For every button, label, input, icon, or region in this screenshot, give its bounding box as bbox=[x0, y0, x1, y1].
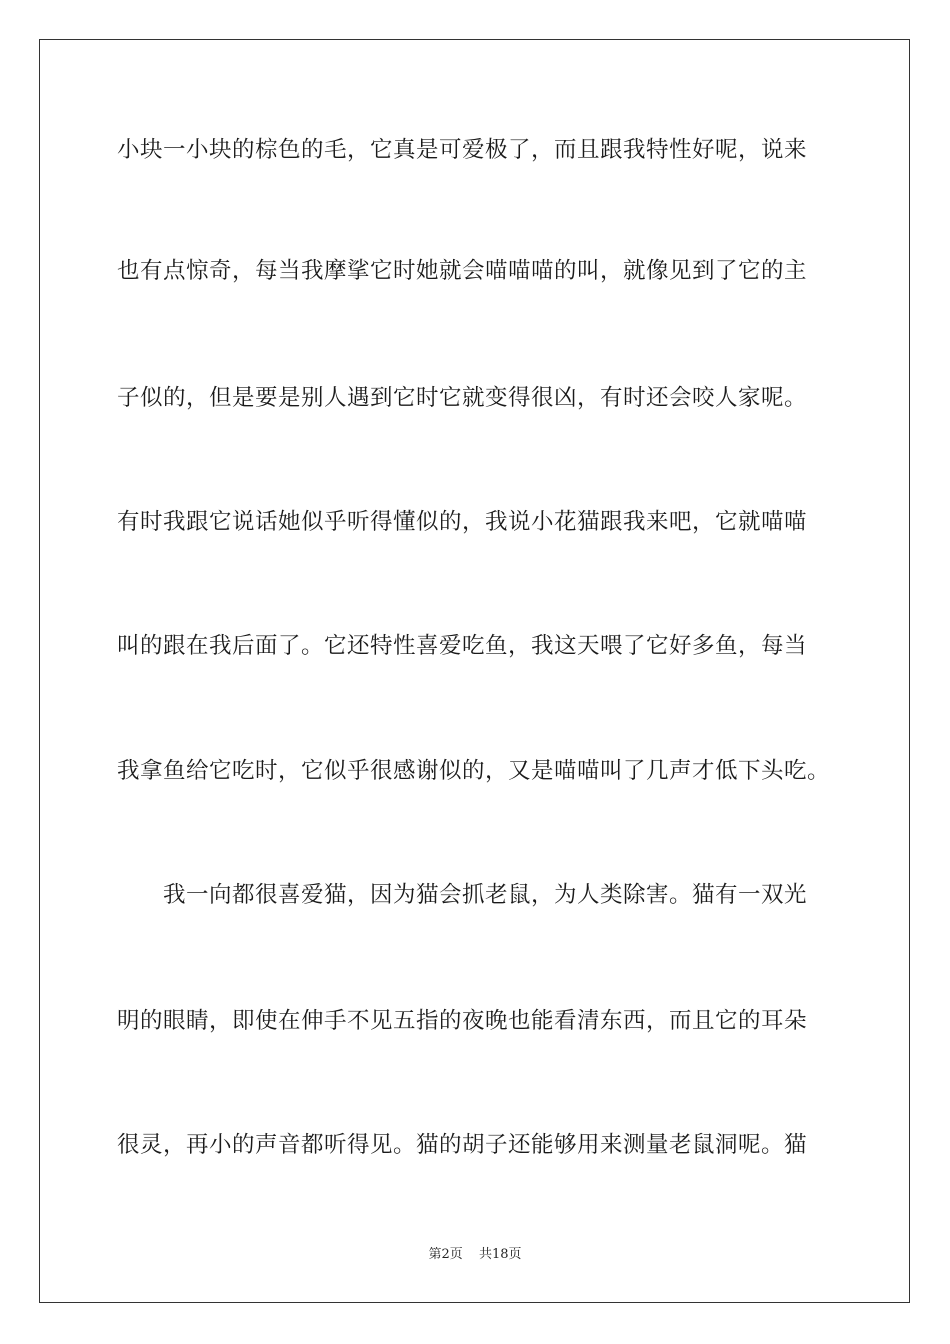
text-line-5: 叫的跟在我后面了。它还特性喜爱吃鱼，我这天喂了它好多鱼，每当 bbox=[117, 633, 808, 659]
page-border bbox=[39, 39, 910, 1303]
text-line-9: 很灵，再小的声音都听得见。猫的胡子还能够用来测量老鼠洞呢。猫 bbox=[117, 1132, 808, 1158]
text-line-8: 明的眼睛，即使在伸手不见五指的夜晚也能看清东西，而且它的耳朵 bbox=[117, 1008, 808, 1034]
text-line-6: 我拿鱼给它吃时，它似乎很感谢似的，又是喵喵叫了几声才低下头吃。 bbox=[117, 758, 831, 784]
page-total: 共18页 bbox=[478, 1247, 522, 1262]
text-line-3: 子似的，但是要是别人遇到它时它就变得很凶，有时还会咬人家呢。 bbox=[117, 385, 808, 411]
text-line-7: 我一向都很喜爱猫，因为猫会抓老鼠，为人类除害。猫有一双光 bbox=[117, 882, 808, 908]
text-line-2: 也有点惊奇，每当我摩挲它时她就会喵喵喵的叫，就像见到了它的主 bbox=[117, 258, 808, 284]
page-number: 第2页 bbox=[428, 1247, 463, 1262]
text-line-4: 有时我跟它说话她似乎听得懂似的，我说小花猫跟我来吧，它就喵喵 bbox=[117, 509, 808, 535]
page-footer bbox=[0, 1246, 950, 1264]
text-line-1: 小块一小块的棕色的毛，它真是可爱极了，而且跟我特性好呢，说来 bbox=[117, 137, 808, 163]
